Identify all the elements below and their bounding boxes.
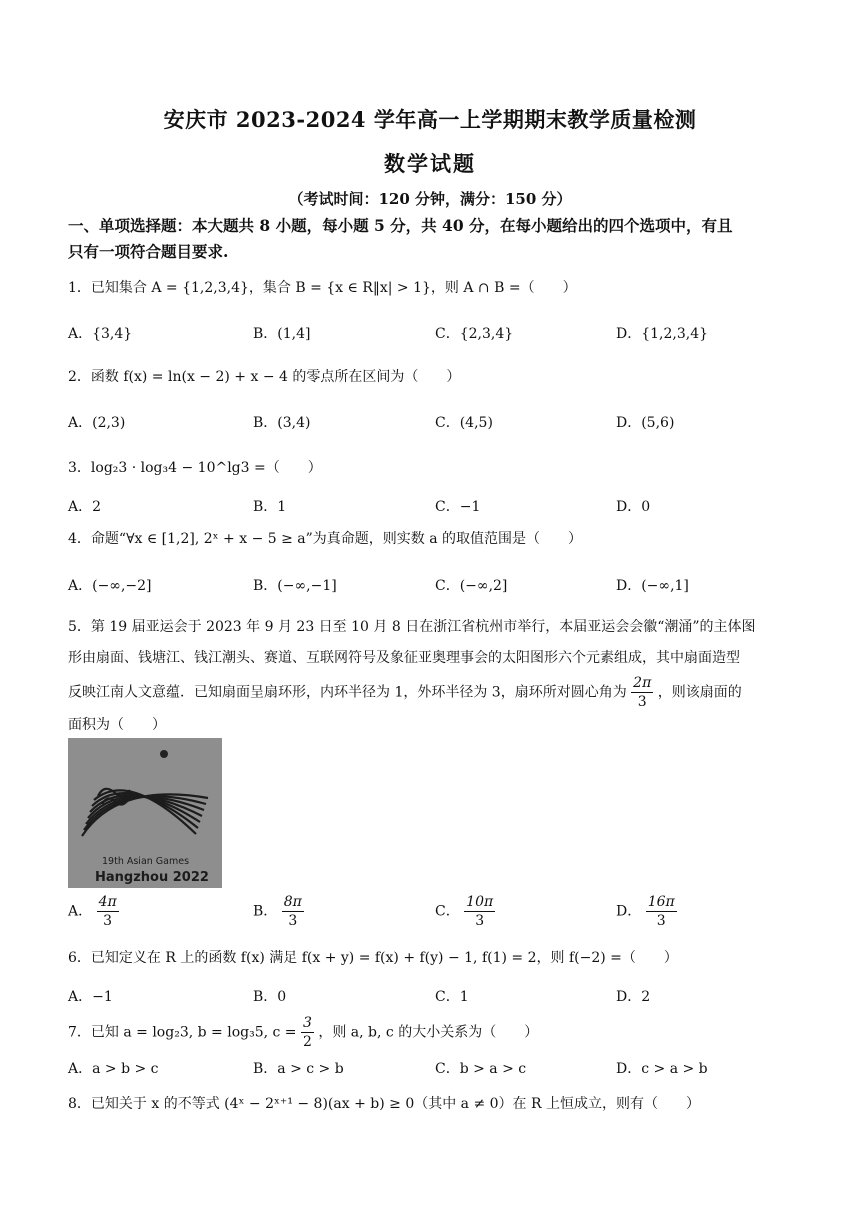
question-8-stem: 8．已知关于 x 的不等式 (4ˣ − 2ˣ⁺¹ − 8)(ax + b) ≥ 0（其中 a ≠ 0）在 R 上恒成立，则有（ ） xyxy=(68,1096,701,1112)
svg-text:19th Asian Games: 19th Asian Games xyxy=(102,856,190,867)
option-a[interactable]: A． $\frac{4\pi}{3}$ xyxy=(68,894,117,929)
option-c[interactable]: C．(4,5) xyxy=(435,415,493,431)
option-c[interactable]: C．(−∞,2] xyxy=(435,578,508,594)
question-7-options xyxy=(68,1058,798,1082)
option-c[interactable]: C．−1 xyxy=(435,499,481,515)
question-1-stem: 1．已知集合 A = {1,2,3,4}，集合 B = {x ∈ R‖x| > 1}，则 A ∩ B =（ ） xyxy=(68,280,577,296)
option-c[interactable]: C． $\frac{10\pi}{3}$ xyxy=(435,894,494,929)
option-a[interactable]: A．a > b > c xyxy=(68,1061,159,1077)
option-b[interactable]: B．(1,4] xyxy=(253,326,311,342)
question-3-stem: 3．log₂3 · log₃4 − 10^lg3 =（ ） xyxy=(68,460,322,476)
option-b[interactable]: B． $\frac{8\pi}{3}$ xyxy=(253,894,302,929)
option-d[interactable]: D．(5,6) xyxy=(616,415,675,431)
question-2-stem: 2．函数 f(x) = ln(x − 2) + x − 4 的零点所在区间为（ ） xyxy=(68,369,461,385)
question-3-options xyxy=(68,496,798,520)
question-6-options xyxy=(68,986,798,1010)
exam-subtitle: 数学试题 xyxy=(384,151,476,176)
option-c[interactable]: C．b > a > c xyxy=(435,1061,527,1077)
option-a[interactable]: A．{3,4} xyxy=(68,326,133,342)
option-d[interactable]: D． $\frac{16\pi}{3}$ xyxy=(616,894,675,929)
question-4-stem: 4．命题“∀x ∈ [1,2], 2ˣ + x − 5 ≥ a”为真命题，则实数 a 的取值范围是（ ） xyxy=(68,531,583,547)
section-heading: 一、单项选择题：本大题共 8 小题，每小题 5 分，共 40 分，在每小题给出的四个选项中，有且 只有一项符合题目要求. xyxy=(68,216,733,261)
option-c[interactable]: C．1 xyxy=(435,989,469,1005)
exam-info: （考试时间：120 分钟，满分：150 分） xyxy=(288,190,572,208)
question-7-stem: 7．已知 a = log₂3, b = log₃5, c = $\frac{3}{2}$ ，则 a, b, c 的大小关系为（ ） xyxy=(68,1015,539,1050)
option-b[interactable]: B．a > c > b xyxy=(253,1061,344,1077)
option-b[interactable]: B．0 xyxy=(253,989,287,1005)
asian-games-emblem-icon xyxy=(68,738,222,888)
option-b[interactable]: B．1 xyxy=(253,499,287,515)
option-d[interactable]: D．2 xyxy=(616,989,651,1005)
option-b[interactable]: B．(−∞,−1] xyxy=(253,578,337,594)
angle-fraction: $\frac{2\pi}{3}$ xyxy=(633,675,652,710)
option-c[interactable]: C．{2,3,4} xyxy=(435,326,514,342)
option-d[interactable]: D．(−∞,1] xyxy=(616,578,689,594)
svg-text:Hangzhou 2022: Hangzhou 2022 xyxy=(95,870,209,885)
asian-games-logo-image xyxy=(68,738,222,888)
question-2-options xyxy=(68,412,798,436)
question-6-stem: 6．已知定义在 R 上的函数 f(x) 满足 f(x + y) = f(x) + f(y) − 1, f(1) = 2，则 f(−2) =（ ） xyxy=(68,950,678,966)
option-b[interactable]: B．(3,4) xyxy=(253,415,311,431)
option-d[interactable]: D．0 xyxy=(616,499,651,515)
option-d[interactable]: D．c > a > b xyxy=(616,1061,708,1077)
option-a[interactable]: A．(2,3) xyxy=(68,415,126,431)
question-1-options xyxy=(68,323,798,347)
option-a[interactable]: A．−1 xyxy=(68,989,113,1005)
option-d[interactable]: D．{1,2,3,4} xyxy=(616,326,709,342)
c-fraction: $\frac{3}{2}$ xyxy=(302,1015,312,1050)
option-a[interactable]: A．2 xyxy=(68,499,102,515)
option-a[interactable]: A．(−∞,−2] xyxy=(68,578,152,594)
question-5-options xyxy=(68,893,798,937)
question-4-options xyxy=(68,575,798,599)
exam-title: 安庆市 2023-2024 学年高一上学期期末教学质量检测 xyxy=(163,107,697,132)
question-5-stem: 5．第 19 届亚运会于 2023 年 9 月 23 日至 10 月 8 日在浙江省杭州市举行，本届亚运会会徽“潮涌”的主体图 形由扇面、钱塘江、钱江潮头、赛道、互联网符号及象征亚奥理事会的太阳图形六个元素组成，其中扇面造型 反映江南人文意蕴．已知扇面呈扇环形，内环半径为 1，外环半径为 3，扇环所对圆心角为 $\frac{2\pi}{3}$ ，则该扇面的 面积为（ ） xyxy=(68,619,756,733)
